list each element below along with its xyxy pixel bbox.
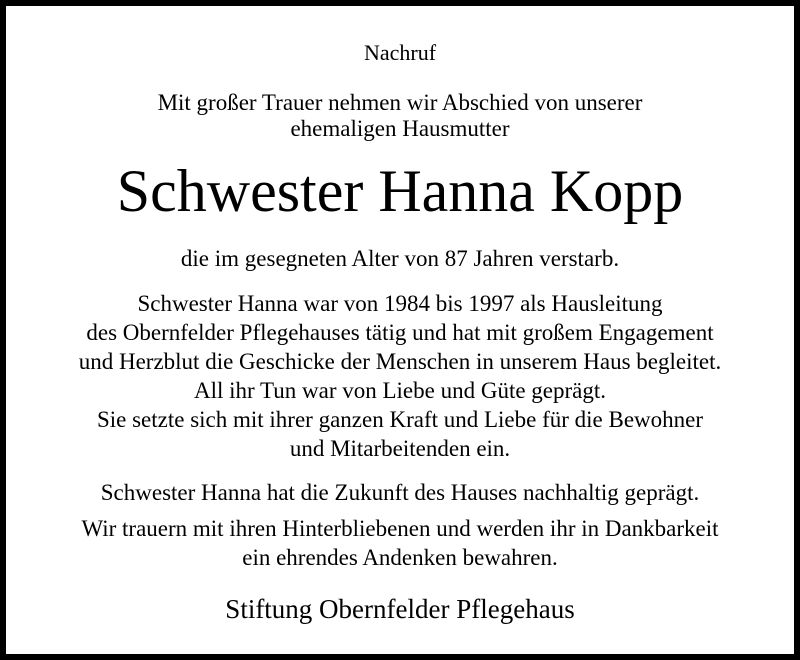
heading: Nachruf [363, 40, 437, 65]
paragraph-1-line-3: und Herzblut die Geschicke der Menschen in unserem Haus begleitet. [78, 349, 722, 374]
paragraph-1-line-1: Schwester Hanna war von 1984 bis 1997 als Hausleitung [137, 291, 663, 316]
paragraph-2: Schwester Hanna hat die Zukunft des Hauses nachhaltig geprägt. [100, 480, 700, 505]
age-line: die im gesegneten Alter von 87 Jahren verstarb. [180, 246, 620, 271]
paragraph-1-line-2: des Obernfelder Pflegehauses tätig und hat mit großem Engagement [86, 320, 714, 345]
paragraph-1-line-5: Sie setzte sich mit ihrer ganzen Kraft und Liebe für die Bewohner [96, 407, 704, 432]
deceased-name: Schwester Hanna Kopp [116, 158, 684, 224]
paragraph-3-line-2: ein ehrendes Andenken bewahren. [242, 545, 558, 570]
paragraph-3-line-1: Wir trauern mit ihren Hinterbliebenen und werden ihr in Dankbarkeit [81, 516, 719, 541]
signature: Stiftung Obernfelder Pflegehaus [225, 594, 575, 624]
obituary-notice [6, 6, 794, 654]
paragraph-1-line-4: All ihr Tun war von Liebe und Güte geprägt. [193, 378, 607, 403]
intro-line-2: ehemaligen Hausmutter [290, 116, 510, 141]
intro-line-1: Mit großer Trauer nehmen wir Abschied von unserer [157, 90, 643, 115]
paragraph-1-line-6: und Mitarbeitenden ein. [289, 436, 511, 461]
